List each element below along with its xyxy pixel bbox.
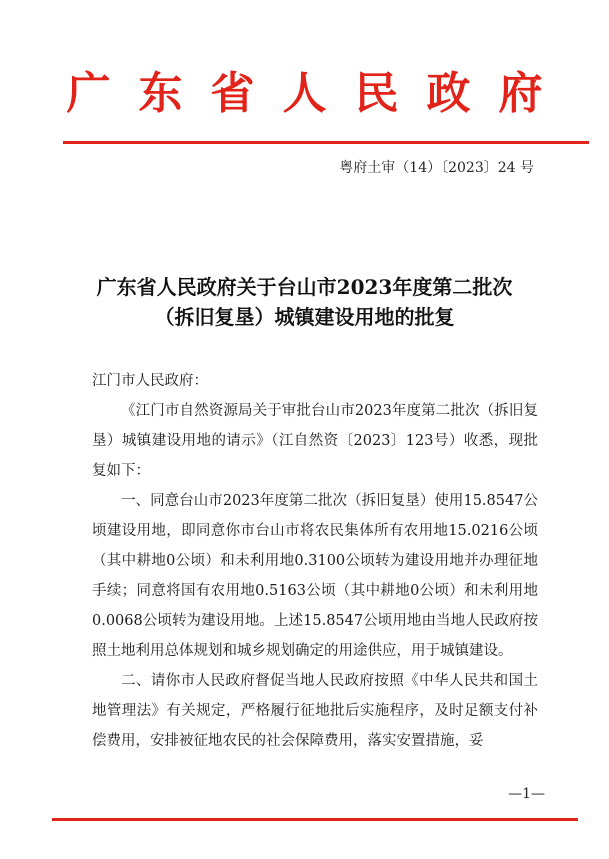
document-number: 粤府土审（14）〔2023〕24 号 bbox=[339, 160, 534, 176]
issuer-header: 广东省人民政府 bbox=[66, 68, 571, 119]
paragraph-requirements: 二、请你市人民政府督促当地人民政府按照《中华人民共和国土地管理法》有关规定，严格履行征地批后实施程序，及时足额支付补偿费用，安排被征地农民的社会保障费用，落实安置措施，妥 bbox=[92, 673, 538, 749]
document-title-line-2: （拆旧复垦）城镇建设用地的批复 bbox=[154, 305, 455, 329]
page-number: —1— bbox=[508, 786, 545, 802]
paragraph-approval: 一、同意台山市2023年度第二批次（拆旧复垦）使用15.8547公顷建设用地，即同意你市台山市将农民集体所有农用地15.0216公顷（其中耕地0公顷）和未利用地0.3100公顷转为建设用地并办理征地手续；同意将国有农用地0.5163公顷（其中耕地0公顷）和未利用地0.0068公顷转为建设用地。上述15.8547公顷用地由当地人民政府按照土地利用总体规划和城乡规划确定的用途供应，用于城镇建设。 bbox=[92, 493, 538, 659]
document-body bbox=[92, 366, 538, 756]
paragraph-request-reference: 《江门市自然资源局关于审批台山市2023年度第二批次（拆旧复垦）城镇建设用地的请示》（江自然资〔2023〕123号）收悉，现批复如下： bbox=[92, 403, 538, 479]
document-title bbox=[0, 272, 609, 332]
document-title-line-1: 广东省人民政府关于台山市2023年度第二批次 bbox=[96, 275, 513, 299]
red-divider-bottom bbox=[52, 818, 578, 821]
red-divider-top bbox=[63, 141, 589, 144]
salutation: 江门市人民政府： bbox=[92, 373, 208, 389]
